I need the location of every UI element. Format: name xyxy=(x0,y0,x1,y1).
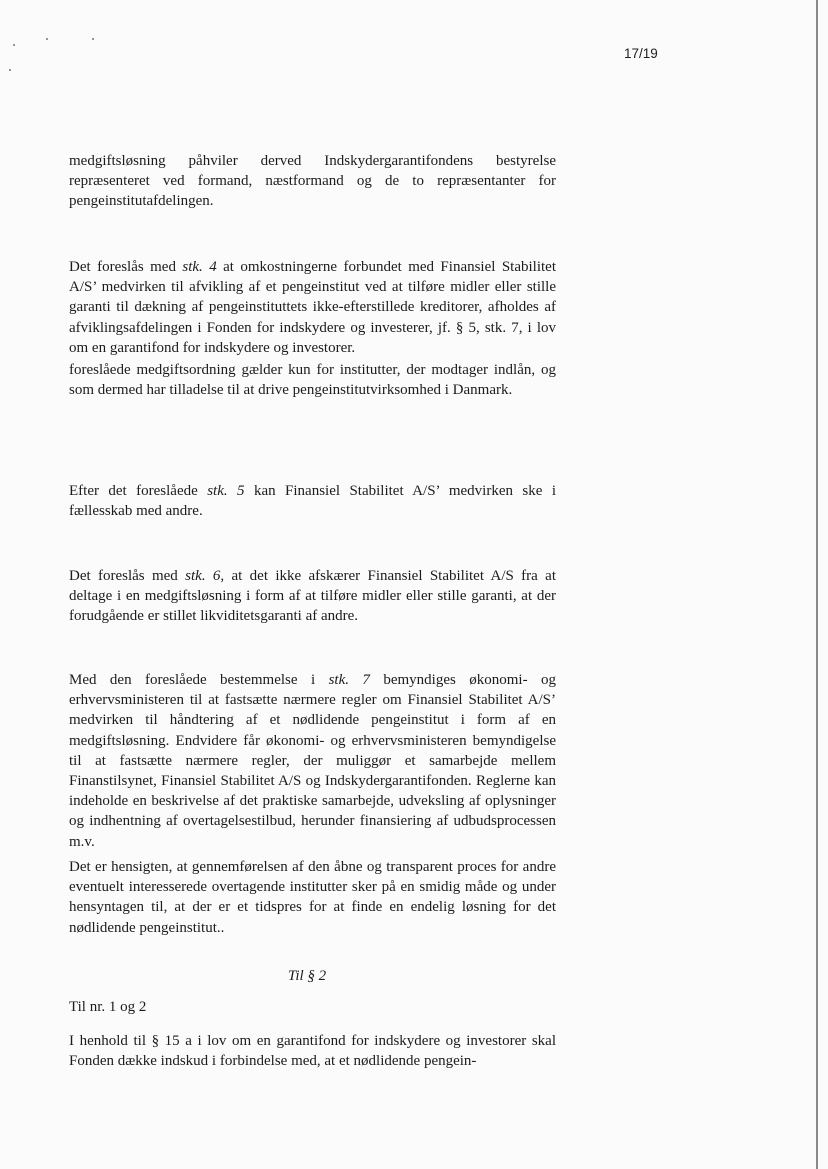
reference-stk7: stk. 7 xyxy=(328,672,370,688)
paragraph-text: at det ikke afskærer Finansiel Stabilitet A/S fra at deltage i en medgiftsløsning i form af at tilføre midler eller stille garanti, at der forudgående er stillet likviditetsgaranti af andre. xyxy=(69,568,556,625)
subheading: Til nr. 1 og 2 xyxy=(69,999,147,1015)
paragraph-text: kan Finansiel Stabilitet A/S’ medvirken ske i fællesskab med andre. xyxy=(69,483,556,520)
paragraph-medgiftsordning: foreslåede medgiftsordning gælder kun for institutter, der modtager indlån, og som dermed har tilladelse til at drive pengeinstitutvirksomhed i Danmark. xyxy=(69,362,556,399)
paragraph-stk6 xyxy=(69,566,556,627)
paragraph-text: Det foreslås med xyxy=(69,259,183,275)
paragraph-stk4 xyxy=(69,257,556,358)
scan-speck xyxy=(46,38,48,40)
paragraph-text: at omkostningerne forbundet med Finansiel Stabilitet A/S’ medvirken til afvikling af et pengeinstitut ved at tilføre midler eller stille garanti til dækning af pengeinstituttets ikke-efterstillede kreditorer, afholdes af afviklingsafdelingen i Fonden for indskydere og investerer, jf. § 5, stk. 7, i lov om en garantifond for indskydere og investorer. xyxy=(69,259,557,356)
scan-speck xyxy=(13,44,15,46)
paragraph-text: Det foreslås med xyxy=(69,568,186,584)
section-heading-text: Til § 2 xyxy=(287,968,327,984)
scan-speck xyxy=(9,69,11,71)
page-number: 17/19 xyxy=(624,46,658,61)
reference-stk5: stk. 5 xyxy=(207,483,245,499)
reference-stk4: stk. 4 xyxy=(182,259,217,275)
paragraph-hensigten: Det er hensigten, at gennemførelsen af den åbne og transparent proces for andre eventuelt interesserede overtagende institutter sker på en smidig måde og under hensyntagen til, at der er et tidspres for at finde en endelig løsning for det nødlidende pengeinstitut.. xyxy=(69,859,556,936)
paragraph-medgift-bestyrelse: medgiftsløsning påhviler derved Indskydergarantifondens bestyrelse repræsenteret ved formand, næstformand og de to repræsentanter for pengeinstitutafdelingen. xyxy=(69,153,556,210)
paragraph-stk7 xyxy=(69,670,556,852)
section-heading xyxy=(0,968,828,985)
paragraph-text: bemyndiges økonomi- og erhvervsministeren til at fastsætte nærmere regler om Finansiel Stabilitet A/S’ medvirken til håndtering af et nødlidende pengeinstitut i form af en medgiftsløsning. Endvidere får økonomi- og erhvervsministeren bemyndigelse til at fastsætte nærmere regler, der muliggør et samarbejde mellem Finanstilsynet, Finansiel Stabilitet A/S og Indskydergarantifonden. Reglerne kan indeholde en beskrivelse af det praktiske samarbejde, udveksling af oplysninger og indhentning af overtagelsestilbud, herunder finansiering af udbudsprocessen m.v. xyxy=(69,672,557,850)
scan-speck xyxy=(92,38,94,40)
paragraph-stk5 xyxy=(69,481,556,521)
reference-stk6: stk. 6, xyxy=(185,568,225,584)
paragraph-text: Efter det foreslåede xyxy=(69,483,208,499)
paragraph-text: Med den foreslåede bestemmelse i xyxy=(69,672,329,688)
paragraph-henhold: I henhold til § 15 a i lov om en garantifond for indskydere og investorer skal Fonden dække indskud i forbindelse med, at et nødlidende pengein- xyxy=(69,1033,556,1070)
scan-edge-line xyxy=(816,0,818,1169)
